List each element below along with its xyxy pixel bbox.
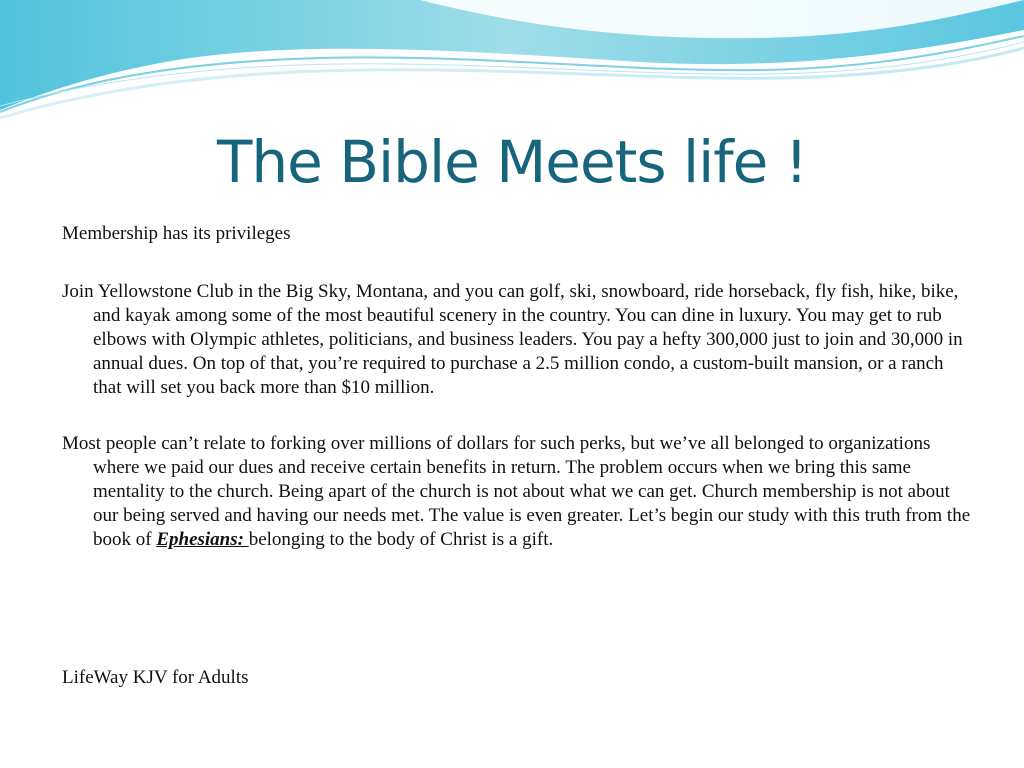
paragraph-source: LifeWay KJV for Adults (62, 667, 249, 688)
paragraph-yellowstone: Join Yellowstone Club in the Big Sky, Montana, and you can golf, ski, snowboard, ride horseback, fly fish, hike, bike, and kayak among some of the most beautiful scenery in the country. You can dine in luxury. You may get to rub elbows with Olympic athletes, politicians, and business leaders. You pay a hefty 300,000 just to join and 30,000 in annual dues. On top of that, you’re required to purchase a 2.5 million condo, a custom-built mansion, or a ranch that will set you back more than $10 million. (62, 281, 963, 398)
paragraph-text: Most people can’t relate to forking over millions of dollars for such perks, but we’ve all belonged to organizations where we paid our dues and receive certain benefits in return. The problem occurs when we bring this same mentality to the church. Being apart of the church is not about what we can get. Church membership is not about our being served and having our needs met. The value is even greater. Let’s begin our study with this truth from the book of (62, 433, 971, 550)
paragraph-membership: Membership has its privileges (62, 223, 291, 244)
header-wave-decoration (0, 0, 1024, 130)
paragraph-church-membership (62, 432, 972, 552)
ephesians-emphasis: Ephesians: (156, 529, 249, 550)
paragraph-text-end: belonging to the body of Christ is a gift. (248, 529, 554, 550)
slide-title: The Bible Meets life ! (216, 128, 808, 196)
